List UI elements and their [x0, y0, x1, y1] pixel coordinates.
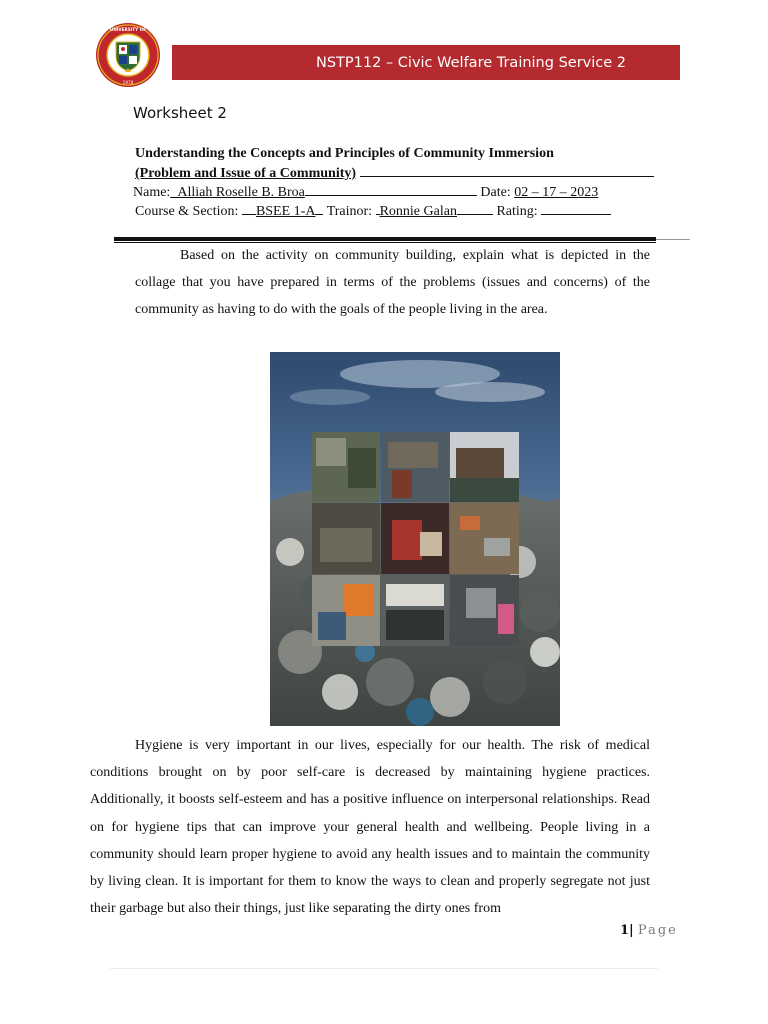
course-pre-blank: [242, 201, 256, 215]
page-number-footer: [620, 923, 678, 938]
course-label: Course & Section:: [135, 204, 239, 219]
name-blank: [305, 182, 477, 196]
name-label: Name:: [133, 185, 171, 200]
date-field: 02 – 17 – 2023: [514, 185, 599, 200]
banner-title: NSTP112 – Civic Welfare Training Service 2: [316, 54, 626, 71]
worksheet-title: Worksheet 2: [133, 104, 227, 122]
rating-blank: [541, 201, 611, 215]
trainor-post-blank: [457, 201, 493, 215]
name-field: _Alliah Roselle B. Broa: [170, 185, 305, 200]
rule-extension: [656, 239, 690, 240]
trainor-field: Ronnie Galan: [379, 204, 457, 219]
activity-prompt: Based on the activity on community building, explain what is depicted in the collage that you have prepared in terms of the problems (issues and concerns) of the community as having to do with the goals of the people living in the area.: [135, 248, 650, 317]
answer-paragraph: Hygiene is very important in our lives, especially for our health. The risk of medical conditions brought on by poor self-care is decreased by maintaining hygiene practices. Additionally, it boosts self-esteem and has a positive influence on interpersonal relationships. Read on for hygiene tips that can improve your general health and wellbeing. People living in a community should learn proper hygiene to avoid any health issues and to maintain the community by living clean. It is important for them to know the ways to clean and properly segregate not just their garbage but also their things, just like separating the dirty ones from: [90, 738, 650, 917]
heading-blank-line: [360, 163, 654, 177]
svg-text:UNIVERSITY OF: UNIVERSITY OF: [109, 27, 147, 32]
community-collage-image: [270, 352, 560, 726]
trainor-label: Trainor:: [326, 204, 373, 219]
double-rule-thick: [114, 237, 656, 241]
course-post-blank: [315, 201, 323, 215]
date-label: Date:: [480, 185, 511, 200]
page-separator: |: [629, 923, 634, 938]
footer-rule: [110, 968, 658, 969]
course-field: BSEE 1-A: [255, 204, 316, 219]
university-seal-logo: [95, 22, 161, 88]
worksheet-heading-line2: (Problem and Issue of a Community): [135, 166, 357, 181]
course-trainor-row: [135, 201, 611, 221]
page-word: Page: [637, 923, 678, 938]
worksheet-heading-line1: Understanding the Concepts and Principles of Community Immersion: [135, 146, 554, 161]
rating-label: Rating:: [496, 204, 538, 219]
worksheet-heading-line2-row: [135, 163, 654, 183]
svg-text:1978: 1978: [122, 80, 134, 85]
course-banner: [172, 45, 680, 80]
page-number: 1: [620, 923, 630, 938]
name-date-row: [133, 182, 598, 202]
